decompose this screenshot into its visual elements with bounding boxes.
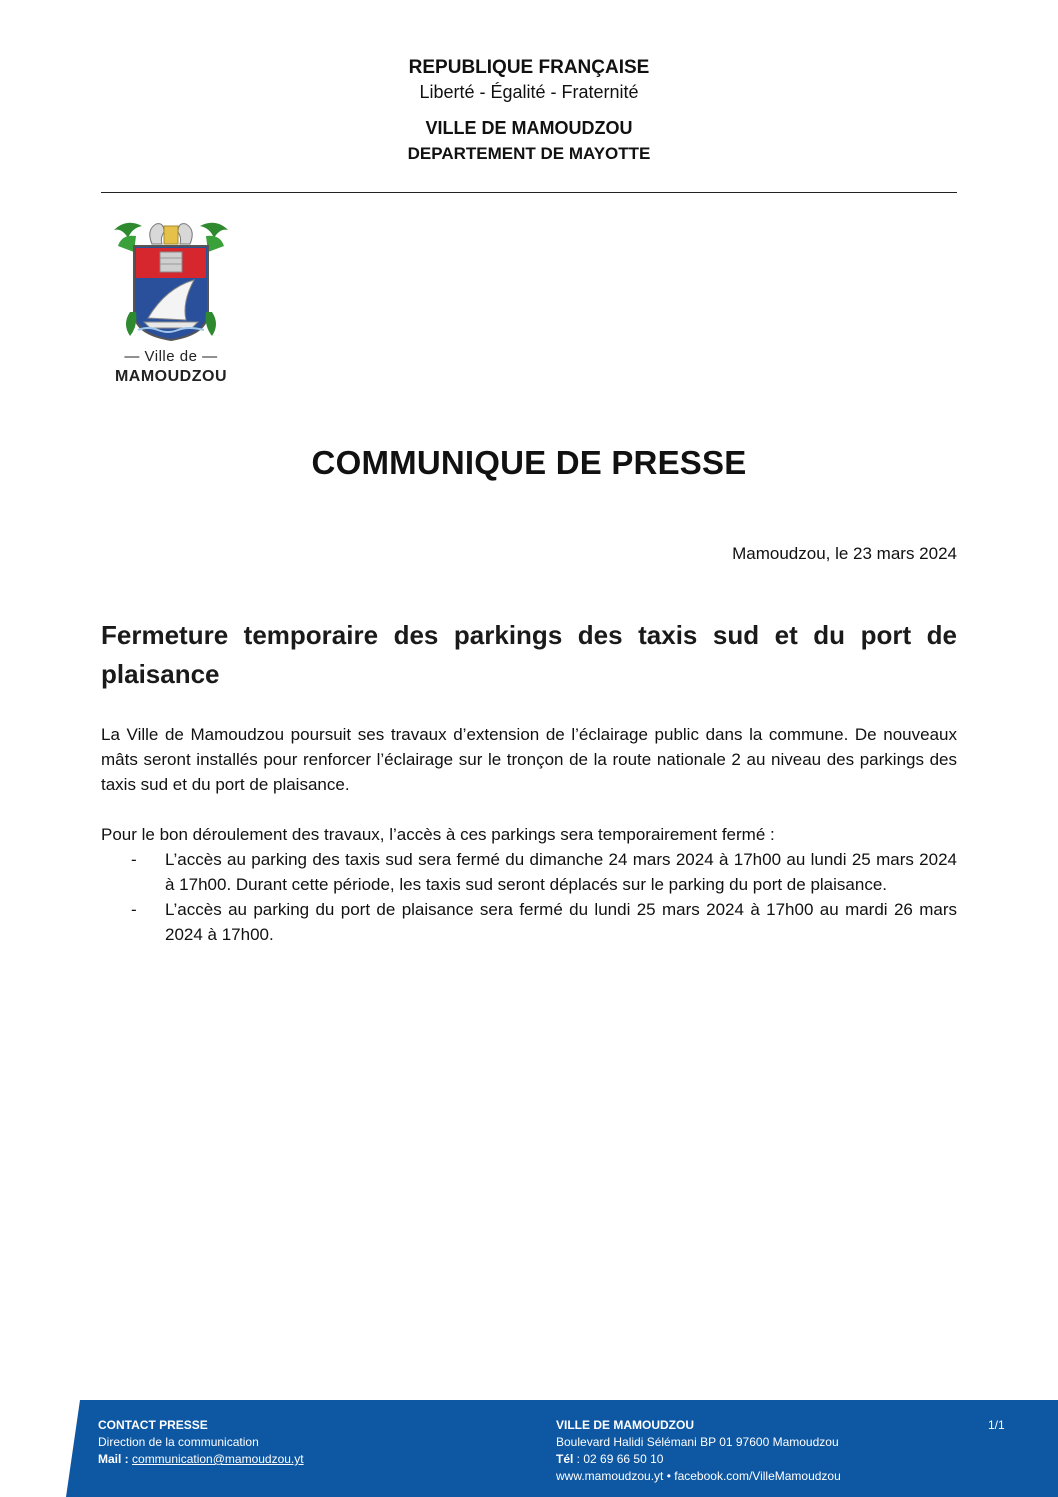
press-body [101,722,957,947]
header-divider [101,192,957,193]
press-contact-block [98,1417,304,1468]
body-paragraph: Pour le bon déroulement des travaux, l’accès à ces parkings sera temporairement fermé : [101,825,775,844]
coat-of-arms-icon [108,216,234,344]
press-headline: Fermeture temporaire des parkings des taxis sud et du port de plaisance [101,620,957,689]
list-item [101,897,957,947]
city-heading: VILLE DE MAMOUDZOU [425,118,633,138]
footer-phone [556,1451,841,1468]
footer-city-title: VILLE DE MAMOUDZOU [556,1418,694,1432]
page-number: 1/1 [988,1418,1005,1432]
republic-motto: Liberté - Égalité - Fraternité [419,82,639,102]
list-item-text: L’accès au parking des taxis sud sera fermé du dimanche 24 mars 2024 à 17h00 au lundi 25 mars 2024 à 17h00. Durant cette période, les taxis sud seront déplacés sur le parking du port de plaisance. [165,850,957,894]
footer-web-links: www.mamoudzou.yt • facebook.com/VilleMamoudzou [556,1469,841,1483]
city-logo [108,216,234,394]
city-contact-block [556,1417,841,1485]
list-item-text: L’accès au parking du port de plaisance sera fermé du lundi 25 mars 2024 à 17h00 au mardi 26 mars 2024 à 17h00. [165,900,957,944]
department-heading: DEPARTEMENT DE MAYOTTE [407,144,651,163]
document-title: COMMUNIQUE DE PRESSE [311,444,747,481]
letterhead [0,56,1058,166]
logo-city-name: MAMOUDZOU [114,368,228,385]
republic-heading: REPUBLIQUE FRANÇAISE [408,57,650,78]
logo-caption: — Ville de — [124,348,218,365]
closure-list [101,847,957,947]
phone-label: Tél [556,1452,574,1466]
dateline: Mamoudzou, le 23 mars 2024 [732,544,957,563]
bullet-dash: - [131,900,137,919]
contact-title: CONTACT PRESSE [98,1418,208,1432]
mail-label: Mail : [98,1452,129,1466]
contact-mail [98,1451,304,1468]
body-paragraph: La Ville de Mamoudzou poursuit ses travaux d’extension de l’éclairage public dans la commune. De nouveaux mâts seront installés pour renforcer l’éclairage sur le tronçon de la route nationale 2 au niveau des parkings des taxis sud et du port de plaisance. [101,725,957,794]
mail-link[interactable]: communication@mamoudzou.yt [132,1452,304,1466]
footer-address: Boulevard Halidi Sélémani BP 01 97600 Mamoudzou [556,1435,839,1449]
contact-department: Direction de la communication [98,1435,259,1449]
phone-value: : 02 69 66 50 10 [573,1452,664,1466]
bullet-dash: - [131,850,137,869]
list-item [101,847,957,897]
